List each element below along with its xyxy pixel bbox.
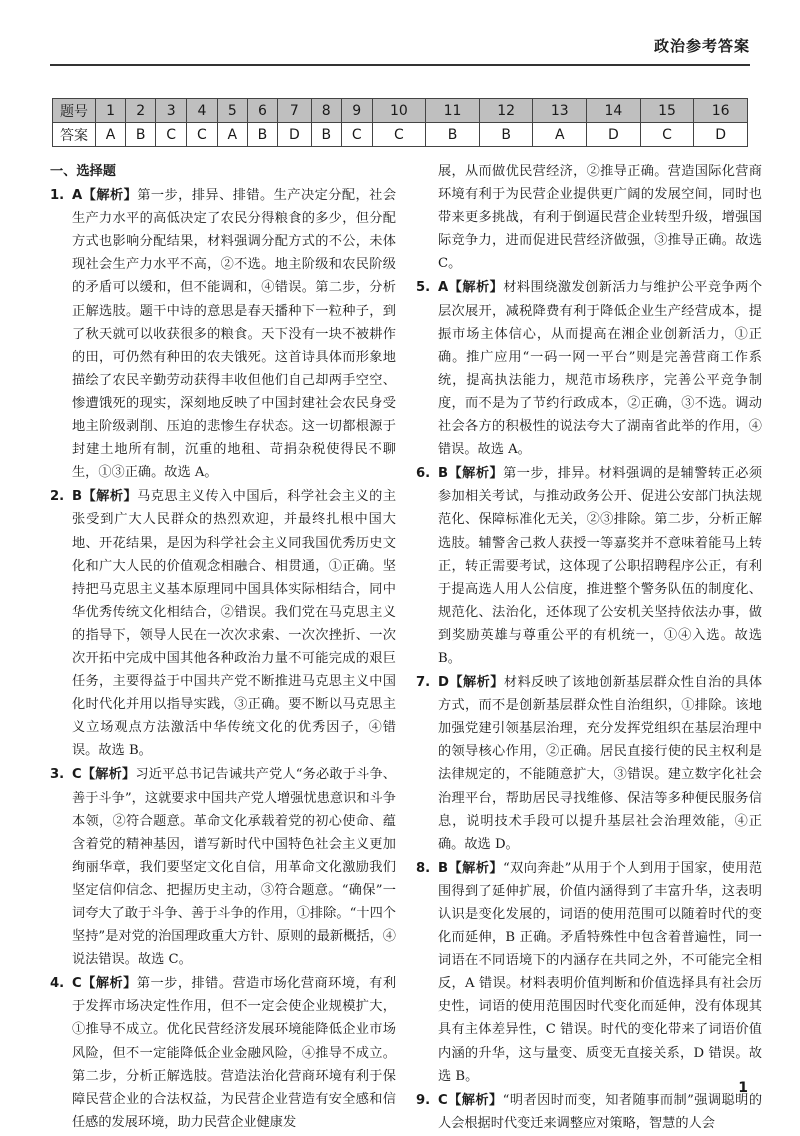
answer-letter: D — [438, 675, 449, 691]
question-item — [416, 1089, 762, 1135]
analysis-tag: 【解析】 — [448, 860, 503, 876]
analysis-tag: 【解析】 — [81, 976, 137, 992]
question-item — [416, 671, 762, 856]
question-number-cell: 10 — [372, 99, 426, 123]
question-number-cell: 8 — [311, 99, 341, 123]
answer-key-table — [52, 98, 748, 147]
answer-cell: C — [187, 123, 218, 147]
question-number-cell: 1 — [96, 99, 126, 123]
analysis-text: 材料围绕激发创新活力与维护公平竞争两个层次展开，减税降费有利于降低企业生产经营成本，提振市场主体信心，从而提高在湘企业创新活力，①正确。推广应用“一码一网一平台”则是完善营商工作系统，提高执法能力，规范市场秩序，完善公平竞争制度，而不是为了节约行政成本，②正确，③不选。调动社会各方的积极性的说法夸大了湖南省此举的作用，④错误。故选 A。 — [438, 280, 763, 458]
question-number-cell: 5 — [217, 99, 247, 123]
header-divider — [50, 64, 750, 66]
page-header-title: 政治参考答案 — [653, 37, 750, 55]
answer-row — [53, 123, 748, 147]
question-number-cell: 3 — [156, 99, 187, 123]
question-item — [416, 857, 762, 1088]
question-number-cell: 9 — [341, 99, 372, 123]
answer-letter: B — [72, 489, 83, 505]
question-item — [50, 184, 396, 484]
analysis-tag: 【解析】 — [448, 466, 504, 482]
answer-letter: C — [72, 767, 82, 783]
answer-cell: B — [426, 123, 480, 147]
answer-letter: A — [438, 280, 449, 296]
question-number-cell: 16 — [694, 99, 748, 123]
answer-cell: D — [278, 123, 312, 147]
row-label-question-number: 题号 — [53, 99, 96, 123]
question-number-cell: 7 — [278, 99, 312, 123]
analysis-tag: 【解析】 — [448, 280, 504, 296]
answer-cell: A — [533, 123, 587, 147]
question-number: 2. — [50, 489, 65, 505]
question-number: 9. — [416, 1092, 431, 1108]
question-number: 7. — [416, 675, 431, 691]
question-number-cell: 12 — [479, 99, 533, 123]
question-number: 8. — [416, 860, 431, 876]
question-number: 5. — [416, 280, 431, 296]
analysis-text: 习近平总书记告诫共产党人“务必敢于斗争、善于斗争”，这就要求中国共产党人增强忧患意识和斗争本领，②符合题意。革命文化承载着党的初心使命、蕴含着党的精神基因，谱写新时代中国特色社会主义更加绚丽华章，我们要坚定文化自信，用革命文化激励我们坚定信仰信念、把握历史主动，③符合题意。“确保”一词夸大了敢于斗争、善于斗争的作用，①排除。“十四个坚持”是对党的治国理政重大方针、原则的最新概括，④说法错误。故选 C。 — [72, 767, 396, 968]
answer-letter: B — [438, 860, 449, 876]
page-number: 1 — [738, 1080, 748, 1096]
question-number: 1. — [50, 188, 65, 204]
analysis-text: 材料反映了该地创新基层群众性自治的具体方式，而不是创新基层群众性自治组织，①排除。该地加强党建引领基层治理，充分发挥党组织在基层治理中的领导核心作用，②正确。居民直接行使的民主权利是法律规定的，不能随意扩大，③错误。建立数字化社会治理平台，帮助居民寻找维修、保洁等多种便民服务信息，说明技术手段可以提升基层社会治理效能，④正确。故选 D。 — [438, 675, 763, 852]
left-column — [50, 160, 396, 1135]
analysis-tag: 【解析】 — [82, 489, 138, 505]
analysis-text: 第一步，排异。材料强调的是辅警转正必须参加相关考试，与推动政务公开、促进公安部门执法规范化、保障标准化无关，②③排除。第二步，分析正解选肢。辅警舍己救人获授一等嘉奖并不意味着能马上转正，转正需要考试，这体现了公职招聘程序公正，有利于提高选人用人公信度，推进整个警务队伍的制度化、规范化、法治化，还体现了公安机关坚持依法办事，做到奖励英雄与尊重公平的有机统一，①④入选。故选 B。 — [438, 466, 763, 666]
question-item — [416, 462, 762, 670]
answer-cell: B — [479, 123, 533, 147]
question-item — [50, 485, 396, 762]
question-continuation: 展，从而做优民营经济，②推导正确。营造国际化营商环境有利于为民营企业提供更广阔的发展空间，同时也带来更多挑战，有利于倒逼民营企业转型升级，增强国际竞争力，进而促进民营经济做强，③推导正确。故选 C。 — [438, 164, 762, 272]
answer-letter: C — [438, 1092, 448, 1108]
question-number-cell: 6 — [247, 99, 277, 123]
answer-letter: A — [72, 188, 83, 204]
analysis-tag: 【解析】 — [448, 675, 504, 691]
question-number-cell: 11 — [426, 99, 480, 123]
question-number-cell: 13 — [533, 99, 587, 123]
answer-cell: B — [126, 123, 156, 147]
question-item — [416, 276, 762, 461]
row-label-answer: 答案 — [53, 123, 96, 147]
answer-cell: B — [311, 123, 341, 147]
answer-cell: A — [96, 123, 126, 147]
analysis-tag: 【解析】 — [81, 767, 136, 783]
question-number-cell: 14 — [587, 99, 641, 123]
analysis-text: 第一步，排异、排错。生产决定分配，社会生产力水平的高低决定了农民分得粮食的多少，但分配方式也影响分配结果，材料强调分配方式的不公，未体现社会生产力水平不高，②不选。地主阶级和农民阶级的矛盾可以缓和，但不能调和，④错误。第二步，分析正解选肢。题干中诗的意思是春天播种下一粒种子，到了秋天就可以收获很多的粮食。天下没有一块不被耕作的田，可仍然有种田的农夫饿死。这首诗具体而形象地描绘了农民辛勤劳动获得丰收但他们自己却两手空空、惨遭饿死的现实，深刻地反映了中国封建社会农民身受地主阶级剥削、压迫的悲惨生存状态。这一切都根源于封建土地所有制，沉重的地租、苛捐杂税使得民不聊生，①③正确。故选 A。 — [72, 188, 397, 481]
left-question-list — [50, 184, 396, 1134]
analysis-text: 马克思主义传入中国后，科学社会主义的主张受到广大人民群众的热烈欢迎，并最终扎根中国大地、开花结果，是因为科学社会主义同我国优秀历史文化和广大人民的价值观念相融合、相贯通，①正确。坚持把马克思主义基本原理同中国具体实际相结合，同中华优秀传统文化相结合，②错误。我们党在马克思主义的指导下，领导人民在一次次求索、一次次挫折、一次次开拓中完成中国其他各种政治力量不可能完成的艰巨任务，主要得益于中国共产党不断推进马克思主义中国化时代化并用以指导实践，③正确。要不断以马克思主义立场观点方法激活中华传统文化的优秀因子，④错误。故选 B。 — [72, 489, 397, 759]
analysis-text: “明者因时而变，知者随事而制”强调聪明的人会根据时代变迁来调整应对策略，智慧的人会 — [438, 1092, 763, 1131]
question-number: 4. — [50, 976, 65, 992]
question-number-cell: 15 — [640, 99, 694, 123]
answer-cell: C — [372, 123, 426, 147]
question-number-row — [53, 99, 748, 123]
answer-cell: B — [247, 123, 277, 147]
question-item — [50, 972, 396, 1134]
answer-letter: B — [438, 466, 449, 482]
answer-cell: C — [341, 123, 372, 147]
right-column — [416, 160, 762, 1136]
section-title: 一、选择题 — [50, 164, 116, 179]
answer-cell: D — [587, 123, 641, 147]
answer-cell: C — [640, 123, 694, 147]
answer-cell: C — [156, 123, 187, 147]
question-number: 3. — [50, 767, 65, 783]
answer-cell: A — [217, 123, 247, 147]
analysis-tag: 【解析】 — [447, 1092, 503, 1108]
question-number: 6. — [416, 466, 431, 482]
right-question-list — [416, 160, 762, 1135]
question-item — [50, 763, 396, 971]
question-number-cell: 4 — [187, 99, 218, 123]
analysis-text: 第一步，排错。营造市场化营商环境，有利于发挥市场决定性作用，但不一定会使企业规模扩大，①推导不成立。优化民营经济发展环境能降低企业市场风险，但不一定能降低企业金融风险，④推导不成立。第二步，分析正解选肢。营造法治化营商环境有利于保障民营企业的合法权益，为民营企业营造有安全感和信任感的发展环境，助力民营企业健康发 — [72, 976, 397, 1130]
answer-letter: C — [72, 976, 82, 992]
question-number-cell: 2 — [126, 99, 156, 123]
answer-cell: D — [694, 123, 748, 147]
analysis-tag: 【解析】 — [82, 188, 138, 204]
analysis-text: “双向奔赴”从用于个人到用于国家，使用范围得到了延伸扩展，价值内涵得到了丰富升华，这表明认识是变化发展的，词语的使用范围可以随着时代的变化而延伸，B 正确。矛盾特殊性中包含着普遍性，同一词语在不同语境下的内涵存在共同之外，不可能完全相反，A 错误。材料表明价值判断和价值选择具有社会历史性，词语的使用范围因时代变化而延伸，没有体现其具有主体差异性，C 错误。时代的变化带来了词语价值内涵的升华，这与量变、质变无直接关系，D 错误。故选 B。 — [438, 860, 763, 1084]
